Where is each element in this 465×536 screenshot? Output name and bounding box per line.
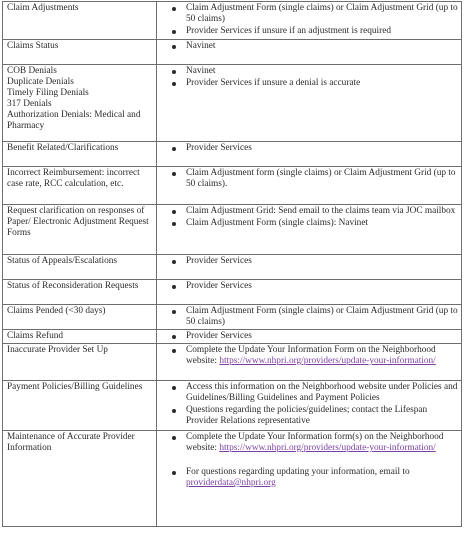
table-row <box>3 330 462 344</box>
row-content <box>157 280 462 305</box>
list-item: Claim Adjustment Grid: Send email to the claims team via JOC mailbox <box>171 206 458 217</box>
label-line: Timely Filing Denials <box>7 88 89 98</box>
list-item: Provider Services if unsure a denial is accurate <box>171 78 458 89</box>
row-content <box>157 255 462 280</box>
table-row <box>3 381 462 431</box>
row-label: Maintenance of Accurate Provider Information <box>3 431 157 527</box>
row-label: Payment Policies/Billing Guidelines <box>3 381 157 431</box>
list-spacer <box>171 455 458 466</box>
row-label: Claims Status <box>3 40 157 65</box>
row-label: Status of Appeals/Escalations <box>3 255 157 280</box>
row-content <box>157 305 462 330</box>
row-label: Incorrect Reimbursement: incorrect case rate, RCC calculation, etc. <box>3 167 157 205</box>
list-item: Provider Services <box>171 143 458 154</box>
list-item: Provider Services <box>171 281 458 292</box>
update-info-link[interactable]: https://www.nhpri.org/providers/update-your-information/ <box>219 443 436 453</box>
list-item <box>171 345 458 367</box>
label-line: COB Denials <box>7 66 57 76</box>
list-item: Claim Adjustment Form (single claims) or Claim Adjustment Grid (up to 50 claims) <box>171 3 458 25</box>
row-content <box>157 381 462 431</box>
table-row <box>3 142 462 167</box>
row-content <box>157 142 462 167</box>
row-content <box>157 65 462 142</box>
table-row <box>3 2 462 40</box>
list-item: Claim Adjustment Form (single claims) or Claim Adjustment Grid (up to 50 claims) <box>171 306 458 328</box>
row-label: Inaccurate Provider Set Up <box>3 344 157 381</box>
label-line: 317 Denials <box>7 99 52 109</box>
list-item <box>171 467 458 489</box>
list-item: Provider Services <box>171 256 458 267</box>
row-label: Claims Pended (<30 days) <box>3 305 157 330</box>
row-label: Request clarification on responses of Paper/ Electronic Adjustment Request Forms <box>3 205 157 255</box>
table-row <box>3 255 462 280</box>
list-item: Claim Adjustment form (single claims) or Claim Adjustment Grid (up to 50 claims). <box>171 168 458 190</box>
table-row <box>3 431 462 527</box>
label-line: Authorization Denials: Medical and Pharmacy <box>7 110 141 131</box>
label-line: Duplicate Denials <box>7 77 74 87</box>
list-item <box>171 432 458 454</box>
item-text: For questions regarding updating your information, email to <box>186 467 410 477</box>
table-row <box>3 167 462 205</box>
contact-table <box>2 1 462 527</box>
table-row <box>3 344 462 381</box>
list-item: Provider Services if unsure if an adjustment is required <box>171 26 458 37</box>
update-info-link[interactable]: https://www.nhpri.org/providers/update-your-information/ <box>219 356 436 366</box>
email-link[interactable]: providerdata@nhpri.org <box>186 478 276 488</box>
list-item: Navinet <box>171 41 458 52</box>
row-content <box>157 330 462 344</box>
row-label: Claims Refund <box>3 330 157 344</box>
row-content <box>157 205 462 255</box>
table-row <box>3 305 462 330</box>
row-content <box>157 344 462 381</box>
row-content <box>157 431 462 527</box>
table-row <box>3 40 462 65</box>
list-item: Claim Adjustment Form (single claims): Navinet <box>171 218 458 229</box>
row-content <box>157 40 462 65</box>
item-text: Complete the Update Your Information Form on the Neighborhood website: <box>186 345 436 366</box>
table-row <box>3 280 462 305</box>
row-content <box>157 2 462 40</box>
row-label: Benefit Related/Clarifications <box>3 142 157 167</box>
item-text: Complete the Update Your Information form(s) on the Neighborhood website: <box>186 432 444 453</box>
row-label: Status of Reconsideration Requests <box>3 280 157 305</box>
list-item: Access this information on the Neighborhood website under Policies and Guidelines/Billing Guidelines and Payment Policies <box>171 382 458 404</box>
row-label: Claim Adjustments <box>3 2 157 40</box>
list-item: Questions regarding the policies/guidelines; contact the Lifespan Provider Relations representative <box>171 405 458 427</box>
table-row <box>3 65 462 142</box>
list-item: Navinet <box>171 66 458 77</box>
row-content <box>157 167 462 205</box>
list-item: Provider Services <box>171 331 458 342</box>
row-label <box>3 65 157 142</box>
table-row <box>3 205 462 255</box>
